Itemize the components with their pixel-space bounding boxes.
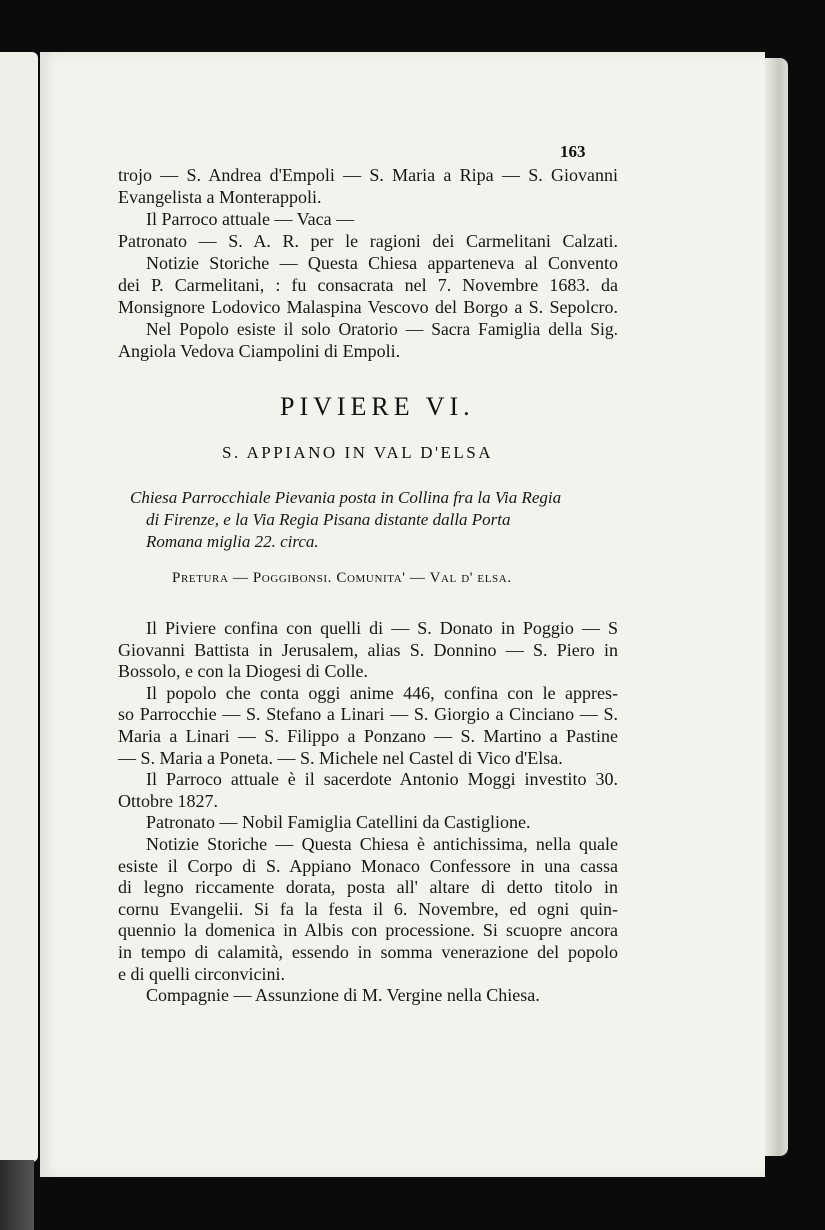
popolo-line: Maria a Linari — S. Filippo a Ponzano — S. Martino a Pastine — [118, 725, 618, 746]
confini-line: Bossolo, e con la Diogesi di Colle. — [118, 661, 368, 682]
text-line: Evangelista a Monterappoli. — [118, 187, 322, 207]
confini-line: Giovanni Battista in Jerusalem, alias S. Donnino — S. Piero in — [118, 639, 618, 660]
book-spine-shadow — [0, 1160, 34, 1230]
section-title: PIVIERE VI. — [280, 392, 475, 421]
description-line: di Firenze, e la Via Regia Pisana distante dalla Porta — [146, 510, 511, 529]
parroco-line: Il Parroco attuale — Vaca — — [146, 209, 355, 229]
notizie-line: di legno riccamente dorata, posta all' altare di detto titolo in — [118, 877, 618, 898]
notizie-line: dei P. Carmelitani, : fu consacrata nel 7. Novembre 1683. da — [118, 275, 618, 295]
left-page-edge — [0, 52, 38, 1162]
parroco-line: Il Parroco attuale è il sacerdote Antonio Moggi investito 30. — [146, 769, 618, 790]
notizie-line: in tempo di calamità, essendo in somma venerazione del popolo — [118, 941, 618, 962]
description-line: Romana miglia 22. circa. — [146, 532, 319, 551]
patronato-line: Patronato — S. A. R. per le ragioni dei Carmelitani Calzati. — [118, 231, 618, 251]
main-text-block — [118, 618, 618, 1007]
confini-line: Il Piviere confina con quelli di — S. Donato in Poggio — S — [146, 618, 618, 638]
notizie-line: cornu Evangelii. Si fa la festa il 6. Novembre, ed ogni quin- — [118, 898, 618, 919]
oratorio-line: Angiola Vedova Ciampolini di Empoli. — [118, 341, 401, 361]
text-line: trojo — S. Andrea d'Empoli — S. Maria a Ripa — S. Giovanni — [118, 165, 618, 185]
notizie-line: Monsignore Lodovico Malaspina Vescovo del Borgo a S. Sepolcro. — [118, 297, 618, 317]
oratorio-line: Nel Popolo esiste il solo Oratorio — Sacra Famiglia della Sig. — [146, 319, 618, 339]
church-description — [130, 487, 620, 553]
page-number: 163 — [560, 142, 586, 161]
compagnie-line: Compagnie — Assunzione di M. Vergine nella Chiesa. — [146, 985, 540, 1006]
parroco-line: Ottobre 1827. — [118, 790, 218, 811]
popolo-line: so Parrocchie — S. Stefano a Linari — S. Giorgio a Cinciano — S. — [118, 704, 618, 725]
popolo-line: — S. Maria a Poneta. — S. Michele nel Castel di Vico d'Elsa. — [118, 747, 563, 768]
church-name: S. APPIANO IN VAL D'ELSA — [222, 443, 494, 462]
popolo-line: Il popolo che conta oggi anime 446, confina con le appres- — [146, 682, 618, 703]
notizie-line: Notizie Storiche — Questa Chiesa apparteneva al Convento — [146, 253, 618, 273]
notizie-line: Notizie Storiche — Questa Chiesa è antichissima, nella quale — [146, 833, 618, 854]
top-text-block — [118, 164, 618, 362]
pretura-line: Pretura — Poggibonsi. Comunita' — Val d' elsa. — [172, 570, 512, 586]
notizie-line: e di quelli circonvicini. — [118, 963, 285, 984]
notizie-line: quennio la domenica in Albis con processione. Si scuopre ancora — [118, 920, 618, 941]
notizie-line: esiste il Corpo di S. Appiano Monaco Confessore in una cassa — [118, 855, 618, 876]
patronato-line: Patronato — Nobil Famiglia Catellini da Castiglione. — [146, 812, 531, 833]
description-line: Chiesa Parrocchiale Pievania posta in Collina fra la Via Regia — [130, 488, 562, 507]
